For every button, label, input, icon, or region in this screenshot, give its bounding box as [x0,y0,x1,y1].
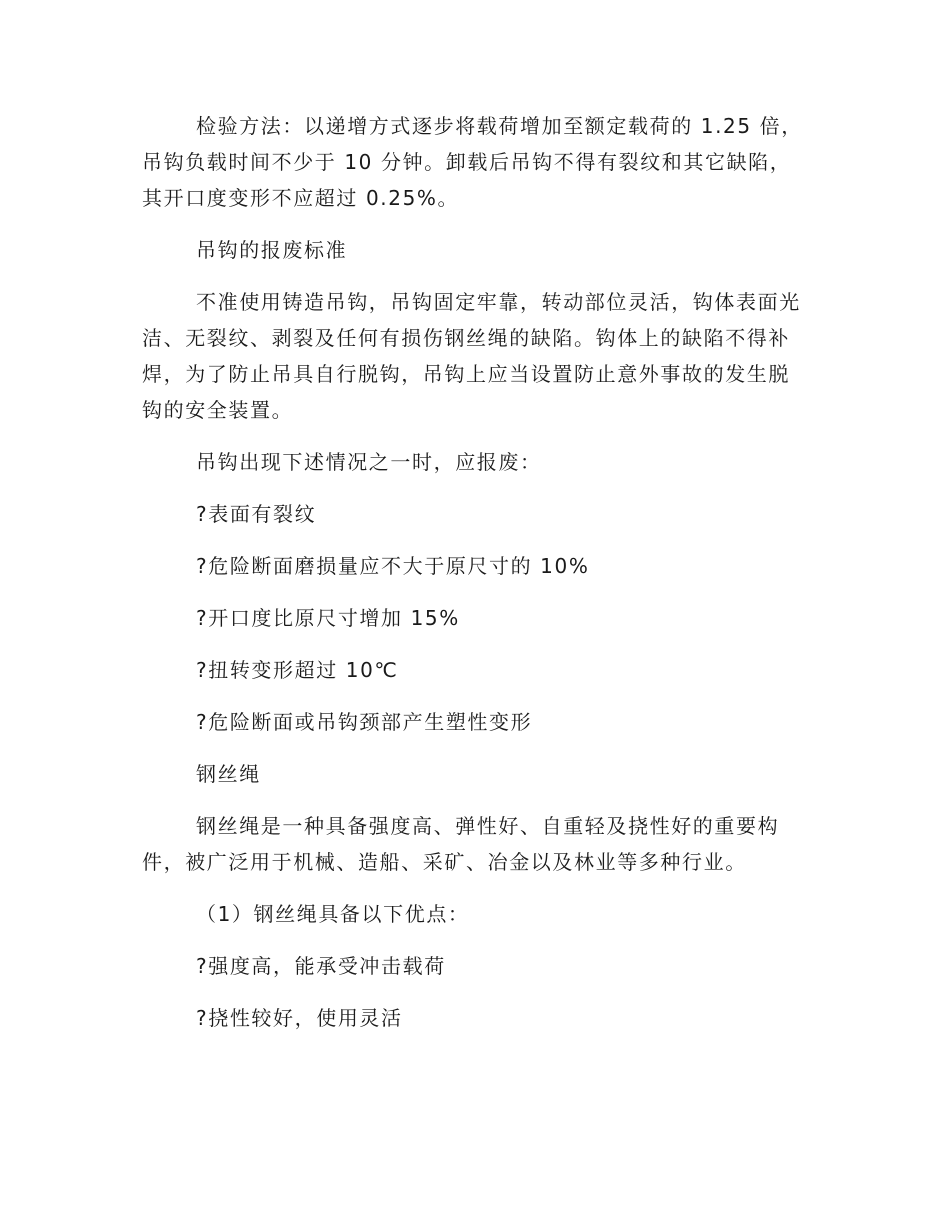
paragraph-hook-requirements: 不准使用铸造吊钩，吊钩固定牢靠，转动部位灵活，钩体表面光洁、无裂纹、剥裂及任何有损伤钢丝绳的缺陷。钩体上的缺陷不得补焊，为了防止吊具自行脱钩，吊钩上应当设置防止意外事故的发生脱钩的安全装置。 [142,290,801,422]
list-item-opening-increase: ?开口度比原尺寸增加 15% [196,606,460,630]
subheading-wire-rope-advantages: （1）钢丝绳具备以下优点： [196,902,470,926]
paragraph-wire-rope-description: 钢丝绳是一种具备强度高、弹性好、自重轻及挠性好的重要构件，被广泛用于机械、造船、采矿、冶金以及林业等多种行业。 [142,814,780,874]
list-item-good-flexibility: ?挠性较好，使用灵活 [196,1006,403,1030]
heading-hook-scrapping-standard: 吊钩的报废标准 [196,238,348,262]
list-item-torsion-deformation: ?扭转变形超过 10℃ [196,658,399,682]
paragraph-scrap-conditions-intro: 吊钩出现下述情况之一时，应报废： [196,450,542,474]
paragraph-inspection-method: 检验方法：以递增方式逐步将载荷增加至额定载荷的 1.25 倍，吊钩负载时间不少于 10 分钟。卸载后吊钩不得有裂纹和其它缺陷，其开口度变形不应超过 0.25%。 [142,114,803,210]
document-body [142,108,810,1036]
heading-wire-rope: 钢丝绳 [196,762,261,786]
list-item-surface-cracks: ?表面有裂纹 [196,502,317,526]
list-item-plastic-deformation: ?危险断面或吊钩颈部产生塑性变形 [196,710,533,734]
list-item-section-wear: ?危险断面磨损量应不大于原尺寸的 10% [196,554,590,578]
list-item-high-strength: ?强度高，能承受冲击载荷 [196,954,446,978]
